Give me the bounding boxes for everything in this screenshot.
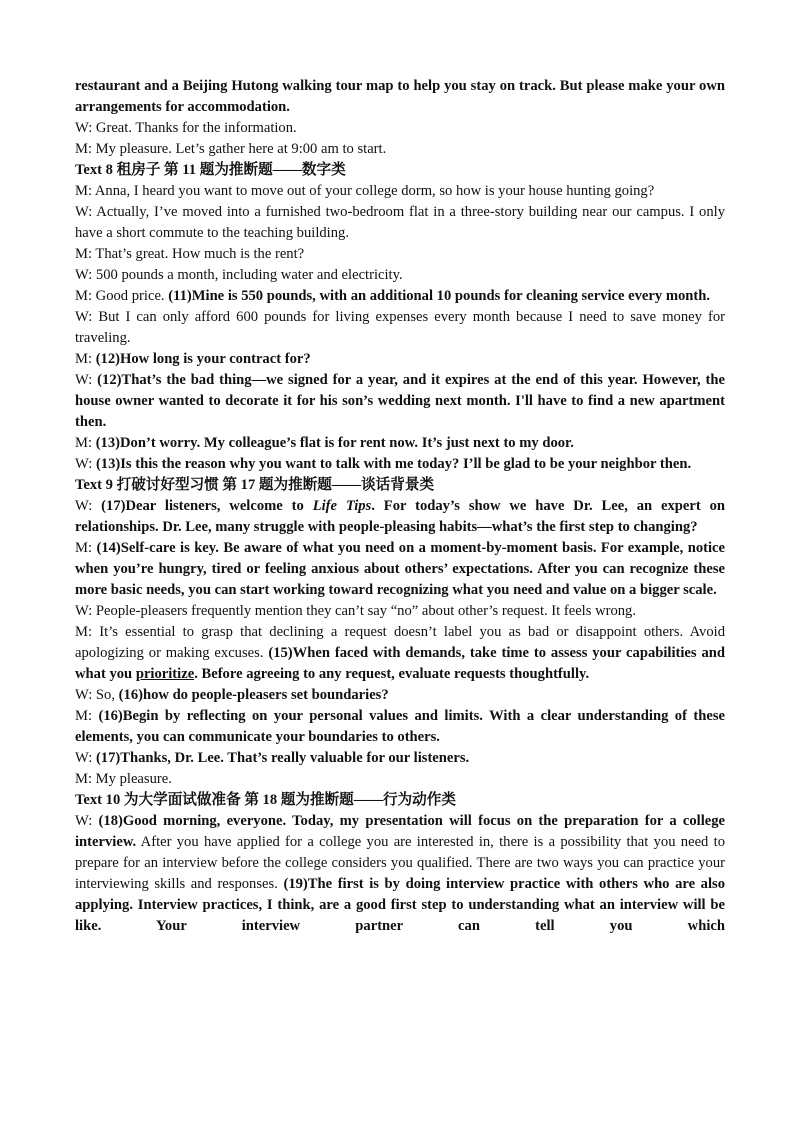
- bold-text: restaurant and a Beijing Hutong walking tour map to help you stay on track. But please make your own arrangements for accommodation.: [75, 78, 725, 115]
- bold-span: (15)When faced with demands, take time to assess your capabilities and what you: [75, 645, 725, 682]
- paragraph: W: But I can only afford 600 pounds for living expenses every month because I need to save money for traveling.: [75, 309, 725, 346]
- paragraph: [75, 433, 725, 454]
- underlined-word: prioritize: [135, 666, 195, 682]
- paragraph: [75, 496, 725, 538]
- bold-text: (12)How long is your contract for?: [95, 351, 311, 367]
- paragraph: [75, 811, 725, 937]
- paragraph: [75, 349, 725, 370]
- speaker-label: M:: [75, 351, 96, 367]
- bold-span: (17)Dear listeners, welcome to: [101, 498, 313, 514]
- bold-text: (13)Don’t worry. My colleague’s flat is for rent now. It’s just next to my door.: [95, 435, 574, 451]
- paragraph: W: Great. Thanks for the information.: [75, 120, 297, 136]
- bold-text: (13)Is this the reason why you want to talk with me today? I’ll be glad to be your neighbor then.: [95, 456, 692, 472]
- paragraph: [75, 685, 725, 706]
- paragraph: [75, 748, 725, 769]
- speaker-label: W:: [75, 372, 98, 388]
- paragraph: M: Anna, I heard you want to move out of your college dorm, so how is your house hunting going?: [75, 183, 655, 199]
- bold-text: [75, 498, 725, 535]
- section-heading-text-8: Text 8 租房子 第 11 题为推断题——数字类: [75, 162, 346, 178]
- bold-text: (14)Self-care is key. Be aware of what you need on a moment-by-moment basis. For example, notice when you’re hungry, tired or feeling anxious about others’ expectations. After you can recognize these more basic needs, you can start working toward recognizing what you need and value on a bigger scale.: [75, 540, 726, 598]
- bold-text: (18)Good morning, everyone. Today, my presentation will focus on the preparation for a college interview.: [75, 813, 726, 850]
- speaker-label: M:: [75, 540, 97, 556]
- paragraph: W: Actually, I’ve moved into a furnished two-bedroom flat in a three-story building near our campus. I only have a short commute to the teaching building.: [75, 204, 725, 241]
- plain-span: After you have applied for a college you are interested in, there is a possibility that you need to prepare for an interview before the college considers you qualified. There are two ways you can practice your interviewing skills and responses.: [75, 834, 725, 892]
- paragraph: M: My pleasure.: [75, 771, 172, 787]
- bold-text: (19)The first is by doing interview practice with others who are also applying. Interview practices, I think, are a good first step to understanding what an interview will be like. Your interview partner can tell you which: [75, 876, 725, 934]
- bold-text: (12)That’s the bad thing—we signed for a year, and it expires at the end of this year. However, the house owner wanted to decorate it for his son’s wedding next month. I'll have to find a new apartment then.: [75, 372, 726, 430]
- plain-span: M: It’s essential to grasp that declining a request doesn’t label you as bad or disappoint others. Avoid apologizing or making excuses.: [75, 624, 725, 661]
- paragraph: W: People-pleasers frequently mention they can’t say “no” about other’s request. It feels wrong.: [75, 603, 637, 619]
- show-title: Life Tips: [312, 498, 372, 514]
- speaker-label: W:: [75, 498, 102, 514]
- paragraph: [75, 286, 725, 307]
- speaker-label: M: Good price.: [75, 288, 169, 304]
- document-page: [75, 76, 725, 937]
- paragraph: [75, 706, 725, 748]
- bold-text: (17)Thanks, Dr. Lee. That’s really valuable for our listeners.: [95, 750, 470, 766]
- section-heading-text-10: Text 10 为大学面试做准备 第 18 题为推断题——行为动作类: [75, 792, 456, 808]
- paragraph: [75, 76, 725, 118]
- paragraph: M: My pleasure. Let’s gather here at 9:00 am to start.: [75, 141, 387, 157]
- paragraph: [75, 454, 725, 475]
- paragraph: [75, 622, 725, 685]
- paragraph: W: 500 pounds a month, including water and electricity.: [75, 267, 403, 283]
- bold-span: . For today’s show we have Dr. Lee, an expert on relationships. Dr. Lee, many struggle with people-pleasing habits—what’s the first step to changing?: [75, 498, 726, 535]
- bold-text: (11)Mine is 550 pounds, with an additional 10 pounds for cleaning service every month.: [168, 288, 711, 304]
- bold-text: (16)how do people-pleasers set boundaries?: [118, 687, 389, 703]
- section-heading-text-9: Text 9 打破讨好型习惯 第 17 题为推断题——谈话背景类: [75, 477, 435, 493]
- speaker-label: W:: [75, 813, 99, 829]
- speaker-label: W: So,: [75, 687, 119, 703]
- paragraph: [75, 538, 725, 601]
- bold-text: (16)Begin by reflecting on your personal values and limits. With a clear understanding of these elements, you can communicate your boundaries to others.: [75, 708, 725, 745]
- speaker-label: W:: [75, 456, 96, 472]
- speaker-label: M:: [75, 435, 96, 451]
- speaker-label: M:: [75, 708, 99, 724]
- paragraph: M: That’s great. How much is the rent?: [75, 246, 305, 262]
- bold-span: . Before agreeing to any request, evaluate requests thoughtfully.: [194, 666, 590, 682]
- paragraph: [75, 370, 725, 433]
- speaker-label: W:: [75, 750, 96, 766]
